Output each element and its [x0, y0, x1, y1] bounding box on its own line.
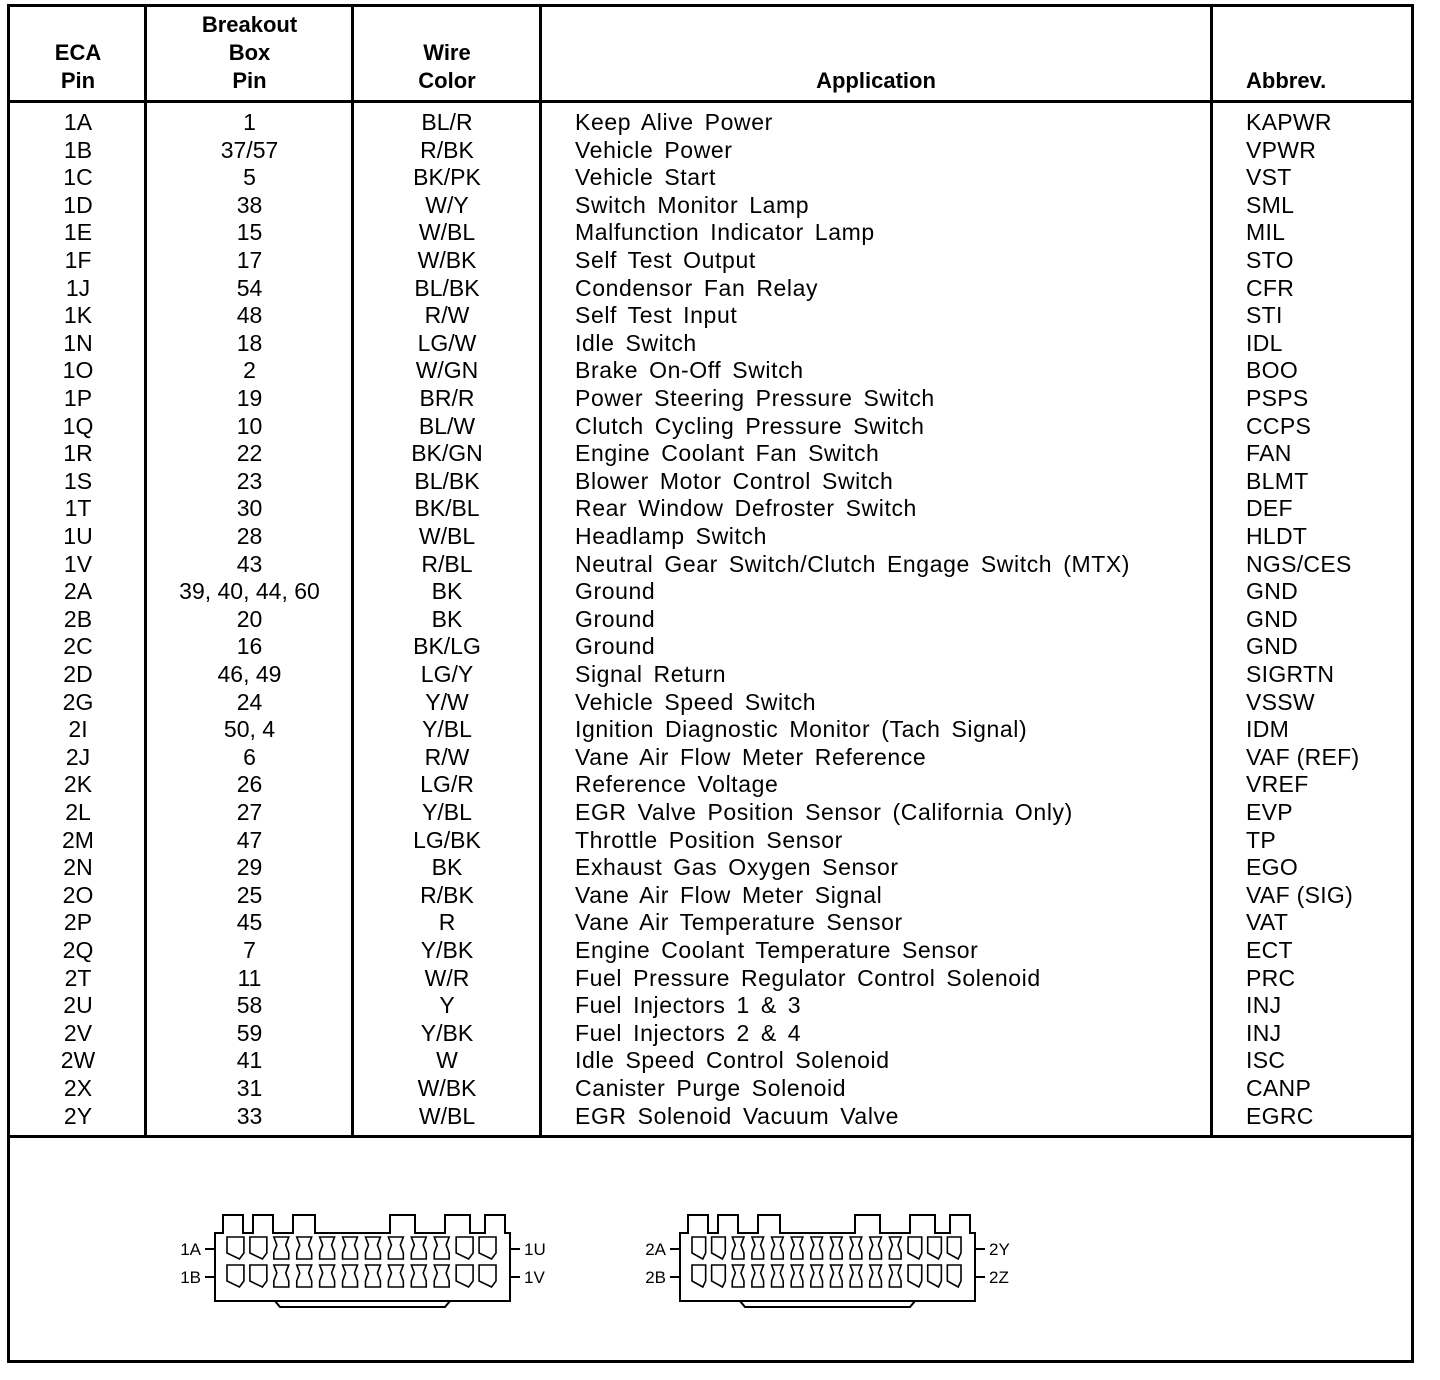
connector-pin [850, 1237, 862, 1259]
table-row [10, 771, 1411, 799]
application-cell: Vehicle Power [575, 136, 733, 163]
connector-label: 1U [524, 1240, 546, 1259]
breakout-pin-cell: 6 [243, 743, 256, 770]
abbrev-cell: VAT [1246, 909, 1289, 936]
abbrev-cell: CANP [1246, 1075, 1312, 1101]
application-cell: Engine Coolant Fan Switch [575, 440, 880, 467]
eca-pin-cell: 2A [63, 578, 93, 605]
eca-pin-cell: 2C [63, 633, 93, 660]
breakout-pin-cell: 22 [236, 440, 263, 467]
breakout-pin-cell: 59 [236, 1019, 263, 1046]
breakout-pin-cell: 7 [243, 937, 256, 963]
eca-pin-cell: 1U [63, 523, 93, 549]
connector-pin [928, 1265, 942, 1287]
breakout-pin-cell: 41 [236, 1047, 263, 1074]
wire-color-cell: Y/BL [422, 799, 472, 825]
table-row [10, 219, 1411, 247]
table-row [10, 413, 1411, 441]
application-cell: Vehicle Speed Switch [575, 688, 817, 715]
connector-pin [250, 1237, 267, 1259]
application-cell: Vehicle Start [575, 164, 716, 191]
breakout-pin-cell: 48 [236, 302, 263, 329]
table-row [10, 799, 1411, 827]
table-row [10, 192, 1411, 220]
application-cell: Exhaust Gas Oxygen Sensor [575, 854, 899, 881]
eca-pin-cell: 2T [64, 964, 92, 991]
header-breakout-box-pin: Breakout Box Pin [201, 12, 298, 93]
wire-color-cell: W [436, 1047, 458, 1074]
table-row [10, 716, 1411, 744]
wire-color-cell: BL/W [418, 412, 476, 439]
application-cell: Malfunction Indicator Lamp [575, 219, 875, 246]
connector-pin [274, 1265, 289, 1287]
abbrev-cell: IDL [1246, 329, 1283, 356]
breakout-pin-cell: 18 [236, 329, 263, 356]
eca-pin-cell: 2J [65, 743, 91, 770]
abbrev-cell: BOO [1246, 357, 1299, 384]
table-row [10, 164, 1411, 192]
abbrev-cell: FAN [1246, 440, 1292, 467]
abbrev-cell: VAF (REF) [1246, 743, 1360, 770]
wire-color-cell: BL/BK [414, 274, 480, 301]
table-row [10, 385, 1411, 413]
eca-pin-cell: 1B [63, 136, 93, 163]
wire-color-cell: BK/LG [413, 633, 481, 660]
table-row [10, 1075, 1411, 1103]
application-cell: Headlamp Switch [575, 523, 767, 549]
connector-diagrams [10, 1138, 1411, 1363]
connector-pin [434, 1265, 449, 1287]
table-row [10, 827, 1411, 855]
application-cell: Power Steering Pressure Switch [575, 385, 935, 411]
eca-pin-cell: 1N [63, 329, 93, 356]
abbrev-cell: DEF [1246, 495, 1293, 522]
wire-color-cell: W/BL [418, 523, 476, 549]
table-row [10, 909, 1411, 937]
table-row [10, 882, 1411, 910]
connector-label: 2Z [989, 1268, 1009, 1287]
wire-color-cell: Y/BK [420, 937, 474, 963]
breakout-pin-cell: 16 [236, 633, 263, 660]
connector-pin [227, 1265, 244, 1287]
breakout-pin-cell: 45 [236, 909, 263, 936]
table-row [10, 937, 1411, 965]
connector-pin [388, 1265, 403, 1287]
abbrev-cell: PRC [1246, 964, 1296, 991]
connector-pin [692, 1237, 706, 1259]
connector-pin [320, 1265, 335, 1287]
application-cell: Vane Air Flow Meter Signal [575, 881, 883, 908]
abbrev-cell: INJ [1246, 992, 1282, 1019]
application-cell: Self Test Output [575, 247, 756, 273]
wire-color-cell: R/W [424, 743, 470, 770]
application-cell: Ground [575, 578, 656, 605]
abbrev-cell: CFR [1246, 274, 1295, 301]
eca-pin-cell: 1J [65, 274, 91, 301]
breakout-pin-cell: 5 [243, 164, 256, 191]
eca-pin-cell: 1T [64, 495, 92, 522]
eca-pin-cell: 1C [63, 164, 93, 191]
connector-pin [712, 1237, 726, 1259]
eca-pin-cell: 2I [68, 716, 88, 743]
wire-color-cell: BK/GN [411, 440, 483, 467]
eca-pin-cell: 2V [63, 1019, 93, 1046]
table-row [10, 357, 1411, 385]
connector-pin [772, 1265, 784, 1287]
application-cell: Ground [575, 605, 656, 632]
connector-pin [343, 1265, 358, 1287]
header-wire-color: Wire Color [418, 40, 476, 93]
table-row [10, 109, 1411, 137]
breakout-pin-cell: 17 [236, 247, 263, 273]
table-row [10, 247, 1411, 275]
breakout-pin-cell: 39, 40, 44, 60 [179, 578, 320, 605]
connector-pin [274, 1237, 289, 1259]
ecu-connector-2 [645, 1215, 1010, 1307]
eca-pin-cell: 2O [62, 881, 94, 908]
abbrev-cell: VAF (SIG) [1246, 881, 1354, 908]
wire-color-cell: W/BK [417, 1075, 477, 1101]
abbrev-cell: IDM [1246, 716, 1290, 743]
abbrev-cell: PSPS [1246, 385, 1309, 411]
wire-color-cell: LG/R [420, 771, 474, 798]
wire-color-cell: LG/Y [420, 661, 474, 687]
connector-pin [752, 1237, 764, 1259]
abbrev-cell: GND [1246, 578, 1299, 605]
application-cell: Blower Motor Control Switch [575, 467, 894, 494]
abbrev-cell: ECT [1246, 937, 1293, 963]
table-row [10, 137, 1411, 165]
connector-pin [811, 1265, 823, 1287]
breakout-pin-cell: 28 [236, 523, 263, 549]
eca-pin-cell: 1K [63, 302, 93, 329]
connector-label: 1A [180, 1240, 201, 1259]
application-cell: Neutral Gear Switch/Clutch Engage Switch (MTX) [575, 550, 1131, 577]
abbrev-cell: EGRC [1246, 1102, 1314, 1129]
application-cell: Ground [575, 633, 656, 660]
application-cell: Vane Air Flow Meter Reference [575, 743, 927, 770]
abbrev-cell: VPWR [1246, 136, 1317, 163]
eca-pin-cell: 1V [63, 550, 93, 577]
connector-pin [456, 1265, 473, 1287]
connector-pin [227, 1237, 244, 1259]
table-row [10, 744, 1411, 772]
wire-color-cell: W/Y [425, 191, 469, 218]
connector-pin [870, 1265, 882, 1287]
breakout-pin-cell: 50, 4 [223, 716, 276, 743]
breakout-pin-cell: 25 [236, 881, 263, 908]
abbrev-cell: INJ [1246, 1019, 1282, 1046]
wire-color-cell: Y/BL [422, 716, 472, 743]
application-cell: Brake On-Off Switch [575, 357, 804, 384]
eca-pin-cell: 1S [63, 467, 93, 494]
breakout-pin-cell: 20 [236, 605, 263, 632]
eca-pin-cell: 1F [64, 247, 92, 273]
application-cell: Self Test Input [575, 302, 738, 329]
connector-pin [250, 1265, 267, 1287]
abbrev-cell: EVP [1246, 799, 1293, 825]
eca-pin-cell: 1E [63, 219, 93, 246]
eca-pin-cell: 2K [63, 771, 93, 798]
eca-pin-cell: 1Q [62, 412, 94, 439]
connector-pin [434, 1237, 449, 1259]
breakout-pin-cell: 37/57 [220, 136, 279, 163]
application-cell: Fuel Injectors 1 & 3 [575, 992, 802, 1019]
application-cell: Switch Monitor Lamp [575, 191, 810, 218]
pinout-document [7, 4, 1414, 1363]
connector-label: 2B [645, 1268, 666, 1287]
wire-color-cell: W/BL [418, 1102, 476, 1129]
eca-pin-cell: 2U [63, 992, 93, 1019]
connector-pin [297, 1237, 312, 1259]
breakout-pin-cell: 27 [236, 799, 263, 825]
breakout-pin-cell: 43 [236, 550, 263, 577]
wire-color-cell: R/BK [420, 136, 474, 163]
connector-label: 2A [645, 1240, 666, 1259]
application-cell: Fuel Pressure Regulator Control Solenoid [575, 964, 1041, 991]
breakout-pin-cell: 54 [236, 274, 263, 301]
abbrev-cell: CCPS [1246, 412, 1312, 439]
connector-pin [479, 1265, 496, 1287]
table-row [10, 275, 1411, 303]
connector-pin [947, 1265, 961, 1287]
application-cell: Idle Switch [575, 329, 697, 356]
application-cell: Fuel Injectors 2 & 4 [575, 1019, 802, 1046]
abbrev-cell: TP [1246, 826, 1276, 853]
abbrev-cell: ISC [1246, 1047, 1286, 1074]
wire-color-cell: W/BL [418, 219, 476, 246]
breakout-pin-cell: 1 [243, 109, 256, 135]
abbrev-cell: VST [1246, 164, 1292, 191]
connector-pin [752, 1265, 764, 1287]
abbrev-cell: NGS/CES [1246, 550, 1352, 577]
abbrev-cell: BLMT [1246, 467, 1309, 494]
connector-pin [411, 1237, 426, 1259]
wire-color-cell: R [438, 909, 456, 936]
wire-color-cell: BK/BL [414, 495, 480, 522]
connector-pin [366, 1265, 381, 1287]
wire-color-cell: BR/R [419, 385, 475, 411]
connector-pin [456, 1237, 473, 1259]
connector-pin [791, 1265, 803, 1287]
eca-pin-cell: 2D [63, 661, 93, 687]
breakout-pin-cell: 47 [236, 826, 263, 853]
connector-pin [811, 1237, 823, 1259]
connector-pin [908, 1265, 922, 1287]
eca-pin-cell: 2L [65, 799, 91, 825]
table-row [10, 1047, 1411, 1075]
connector-pin [479, 1237, 496, 1259]
wire-color-cell: Y [439, 992, 455, 1019]
connector-pin [343, 1237, 358, 1259]
wire-color-cell: BK/PK [413, 164, 481, 191]
abbrev-cell: STO [1246, 247, 1294, 273]
application-cell: Condensor Fan Relay [575, 274, 819, 301]
connector-pin [791, 1237, 803, 1259]
application-cell: EGR Valve Position Sensor (California Only) [575, 799, 1073, 825]
connector-pin [712, 1265, 726, 1287]
table-row [10, 523, 1411, 551]
table-row [10, 965, 1411, 993]
header-rule [10, 100, 1411, 103]
wire-color-cell: Y/W [425, 688, 469, 715]
wire-color-cell: LG/W [417, 329, 477, 356]
application-cell: Signal Return [575, 661, 727, 687]
connector-pin [732, 1237, 744, 1259]
connector-pin [388, 1237, 403, 1259]
wire-color-cell: W/R [424, 964, 470, 991]
application-cell: Rear Window Defroster Switch [575, 495, 917, 522]
wire-color-cell: W/GN [415, 357, 479, 384]
table-row [10, 1103, 1411, 1131]
eca-pin-cell: 2Q [62, 937, 94, 963]
breakout-pin-cell: 30 [236, 495, 263, 522]
wire-color-cell: R/BK [420, 881, 474, 908]
application-cell: Ignition Diagnostic Monitor (Tach Signal) [575, 716, 1028, 743]
breakout-pin-cell: 29 [236, 854, 263, 881]
connector-pin [692, 1265, 706, 1287]
wire-color-cell: R/BL [421, 550, 473, 577]
table-row [10, 854, 1411, 882]
header-abbrev: Abbrev. [1246, 68, 1327, 93]
eca-pin-cell: 1A [63, 109, 93, 135]
connector-pin [870, 1237, 882, 1259]
wire-color-cell: BL/R [421, 109, 473, 135]
wire-color-cell: BK [431, 854, 463, 881]
connector-pin [366, 1237, 381, 1259]
eca-pin-cell: 1D [63, 191, 93, 218]
connector-pin [908, 1237, 922, 1259]
wire-color-cell: BK [431, 578, 463, 605]
header-eca-pin: ECA Pin [54, 40, 102, 93]
application-cell: Clutch Cycling Pressure Switch [575, 412, 925, 439]
breakout-pin-cell: 2 [243, 357, 256, 384]
breakout-pin-cell: 26 [236, 771, 263, 798]
connector-pin [772, 1237, 784, 1259]
connector-pin [320, 1237, 335, 1259]
application-cell: Idle Speed Control Solenoid [575, 1047, 890, 1074]
connector-pin [928, 1237, 942, 1259]
table-row [10, 992, 1411, 1020]
application-cell: Engine Coolant Temperature Sensor [575, 937, 979, 963]
breakout-pin-cell: 31 [236, 1075, 263, 1101]
connector-pin [297, 1265, 312, 1287]
table-row [10, 578, 1411, 606]
abbrev-cell: VREF [1246, 771, 1309, 798]
table-row [10, 551, 1411, 579]
eca-pin-cell: 1R [63, 440, 93, 467]
abbrev-cell: VSSW [1246, 688, 1315, 715]
abbrev-cell: HLDT [1246, 523, 1308, 549]
breakout-pin-cell: 24 [236, 688, 263, 715]
breakout-pin-cell: 19 [236, 385, 263, 411]
eca-pin-cell: 2P [63, 909, 93, 936]
application-cell: Keep Alive Power [575, 109, 773, 135]
breakout-pin-cell: 46, 49 [217, 661, 282, 687]
eca-pin-cell: 1P [63, 385, 93, 411]
wire-color-cell: LG/BK [413, 826, 481, 853]
wire-color-cell: R/W [424, 302, 470, 329]
connector-pin [411, 1265, 426, 1287]
connector-pin [732, 1265, 744, 1287]
connector-pin [831, 1237, 843, 1259]
table-row [10, 495, 1411, 523]
connector-housing [680, 1215, 975, 1301]
table-row [10, 302, 1411, 330]
abbrev-cell: STI [1246, 302, 1283, 329]
table-row [10, 689, 1411, 717]
table-row [10, 1020, 1411, 1048]
eca-pin-cell: 2W [60, 1047, 96, 1074]
abbrev-cell: MIL [1246, 219, 1286, 246]
connector-pin [831, 1265, 843, 1287]
breakout-pin-cell: 11 [237, 964, 262, 991]
breakout-pin-cell: 58 [236, 992, 263, 1019]
ecu-connector-1 [180, 1215, 546, 1307]
eca-pin-cell: 2X [63, 1075, 93, 1101]
eca-pin-cell: 1O [62, 357, 94, 384]
connector-pin [889, 1237, 901, 1259]
wire-color-cell: W/BK [417, 247, 477, 273]
application-cell: Canister Purge Solenoid [575, 1075, 847, 1101]
abbrev-cell: KAPWR [1246, 109, 1332, 135]
eca-pin-cell: 2G [62, 688, 94, 715]
application-cell: EGR Solenoid Vacuum Valve [575, 1102, 900, 1129]
application-cell: Throttle Position Sensor [575, 826, 843, 853]
table-row [10, 468, 1411, 496]
breakout-pin-cell: 38 [236, 191, 263, 218]
abbrev-cell: GND [1246, 633, 1299, 660]
eca-pin-cell: 2N [63, 854, 93, 881]
breakout-pin-cell: 33 [236, 1102, 263, 1129]
eca-pin-cell: 2B [63, 605, 93, 632]
connector-pin [889, 1265, 901, 1287]
wire-color-cell: Y/BK [420, 1019, 474, 1046]
connector-label: 2Y [989, 1240, 1010, 1259]
abbrev-cell: SML [1246, 191, 1295, 218]
abbrev-cell: EGO [1246, 854, 1299, 881]
connector-label: 1V [524, 1268, 545, 1287]
connector-pin [947, 1237, 961, 1259]
header-application: Application [816, 68, 936, 93]
abbrev-cell: SIGRTN [1246, 661, 1335, 687]
breakout-pin-cell: 23 [236, 467, 263, 494]
connector-pin [850, 1265, 862, 1287]
table-row [10, 661, 1411, 689]
table-row [10, 440, 1411, 468]
breakout-pin-cell: 15 [236, 219, 263, 246]
eca-pin-cell: 2Y [63, 1102, 93, 1129]
wire-color-cell: BL/BK [414, 467, 480, 494]
table-row [10, 606, 1411, 634]
breakout-pin-cell: 10 [236, 412, 263, 439]
eca-pin-cell: 2M [62, 826, 94, 853]
table-row [10, 633, 1411, 661]
table-row [10, 330, 1411, 358]
application-cell: Reference Voltage [575, 771, 779, 798]
abbrev-cell: GND [1246, 605, 1299, 632]
wire-color-cell: BK [431, 605, 463, 632]
connector-label: 1B [180, 1268, 201, 1287]
application-cell: Vane Air Temperature Sensor [575, 909, 903, 936]
